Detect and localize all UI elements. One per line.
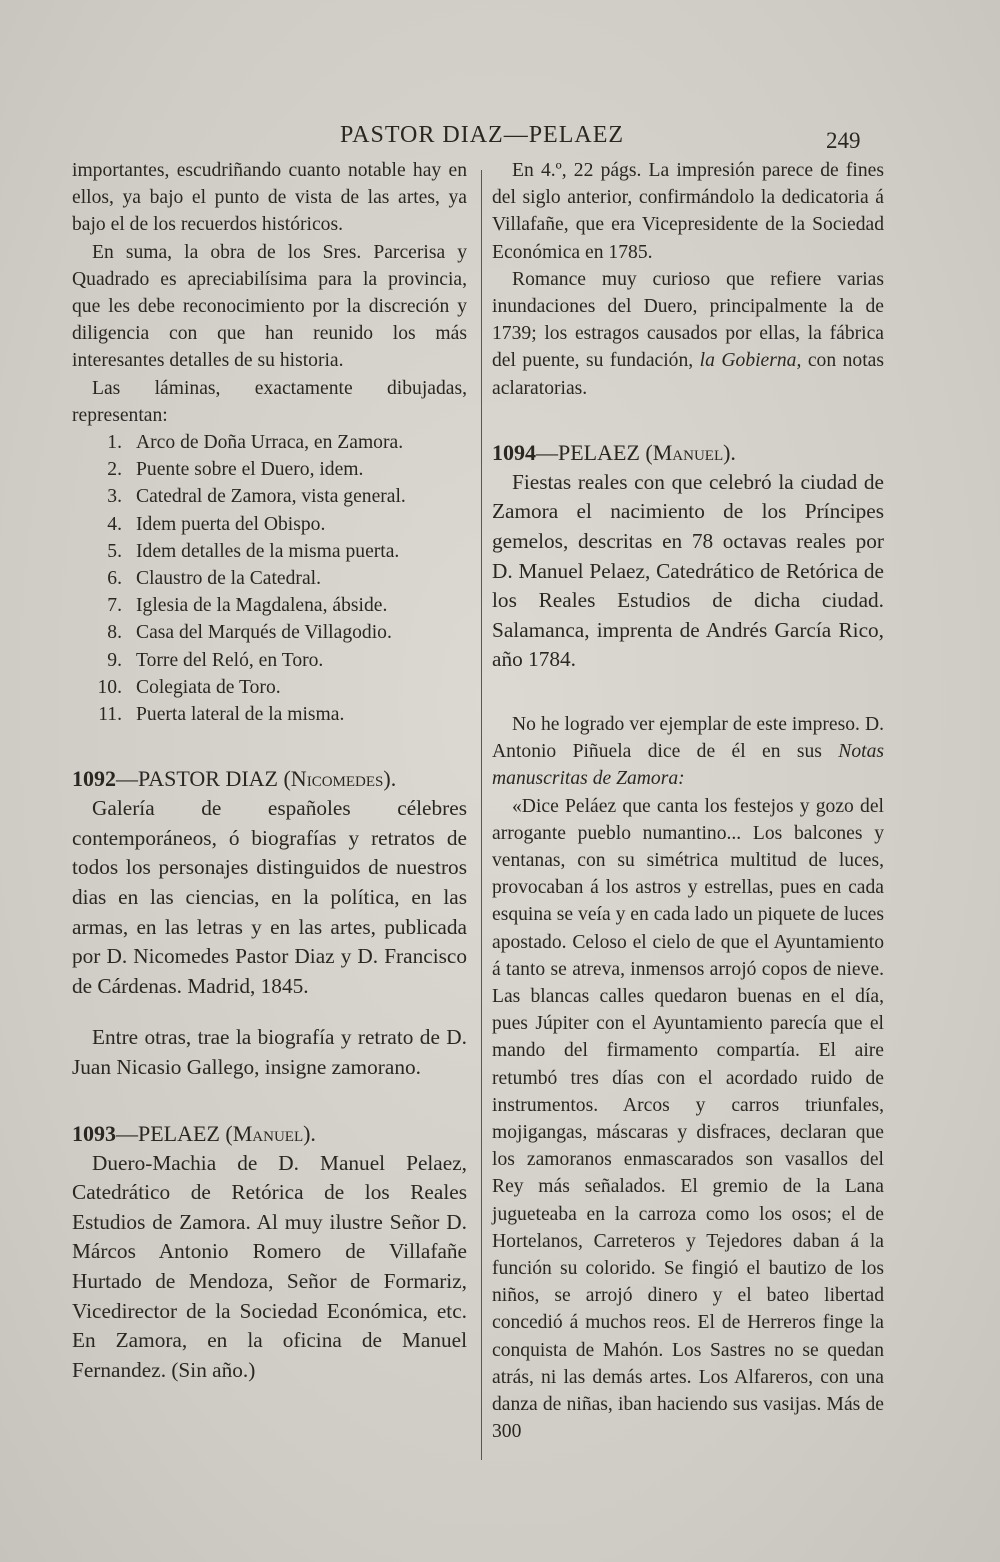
entry-description-1093: Duero-Machia de D. Manuel Pelaez, Catedrático de Retórica de los Reales Estudios de Zamora. Al muy ilustre Señor D. Márcos Antonio Romero de Villafañe Hurtado de Mendoza, Señor de Formariz, Vicedirector de la Sociedad Económica, etc. En Zamora, en la oficina de Manuel Fernandez. (Sin año.): [72, 1150, 467, 1382]
list-item: 3. Catedral de Zamora, vista general.: [107, 486, 406, 508]
running-head: [0, 122, 1000, 156]
page-number: 249: [826, 128, 861, 153]
entry-description-1094: Fiestas reales con que celebró la ciudad de Zamora el nacimiento de los Príncipes gemelos, descritas en 78 octavas reales por D. Manuel Pelaez, Catedrático de Retórica de los Reales Estudios de dicha ciudad. Salamanca, imprenta de Andrés García Rico, año 1784.: [492, 469, 884, 672]
running-title: PASTOR DIAZ—PELAEZ: [340, 122, 625, 148]
plates-intro: Las láminas, exactamente dibujadas, representan:: [72, 377, 467, 426]
entry-heading-1092: 1092—PASTOR DIAZ (Nicomedes).: [72, 766, 397, 792]
list-item: 2. Puente sobre el Duero, idem.: [107, 459, 364, 481]
list-item: 11. Puerta lateral de la misma.: [98, 704, 345, 726]
italic-source: Notas manuscritas de Zamora:: [492, 741, 884, 790]
continuation-paragraph: importantes, escudriñando cuanto notable hay en ellos, ya bajo el punto de vista de las artes, ya bajo el de los recuerdos históricos.: [72, 160, 467, 236]
list-item: 9. Torre del Reló, en Toro.: [107, 649, 324, 671]
list-item: 8. Casa del Marqués de Villagodio.: [107, 622, 392, 644]
quoted-passage: «Dice Peláez que canta los festejos y gozo del arrogante pueblo numantino... Los balcones y ventanas, con su simétrica multitud de luces, provocaban á los astros y estrellas, pues en cada esquina se veía y en cada lado un piquete de luces apostado. Celoso el cielo de que el Ayuntamiento á tanto se atreva, inmensos arrojó copos de nieve. Las blancas calles quedaron buenas en el día, pues Júpiter con el Ayuntamiento parecía que el mando del firmamento compartía. El aire retumbó tres días con el acordado ruido de instrumentos. Arcos y carros triunfales, mojigangas, máscaras y disfraces, declaran que los zamoranos enmascarados son vasallos del Rey más señalados. El gremio de la Lana jugueteaba en la carroza como los osos; el de Hortelanos, Carreteros y Tejedores daban á la función su colorido. Se fingió el bautizo de los niños, se arrojó dinero y el bateo libertad concedió á muchos reos. El de Herreros finge la conquista de Mahón. Los Sastres no se quedan atrás, ni las demás artes. Los Alfareros, con una danza de niñas, iban haciendo sus vasijas. Más de 300: [492, 795, 884, 1443]
entry-note-1094: No he logrado ver ejemplar de este impreso. D. Antonio Piñuela dice de él en sus Notas manuscritas de Zamora:: [492, 713, 884, 790]
plates-list: [72, 429, 467, 728]
list-item: 1. Arco de Doña Urraca, en Zamora.: [107, 432, 404, 454]
continuation-paragraph: En 4.º, 22 págs. La impresión parece de fines del siglo anterior, confirmándolo la dedicatoria á Villafañe, que era Vicepresidente de la Sociedad Económica en 1785.: [492, 160, 884, 263]
entry-note-1092: Entre otras, trae la biografía y retrato de D. Juan Nicasio Gallego, insigne zamorano.: [72, 1025, 467, 1080]
italic-title: la Gobierna,: [699, 350, 802, 372]
list-item: 6. Claustro de la Catedral.: [107, 568, 321, 590]
summary-paragraph: En suma, la obra de los Sres. Parcerisa y Quadrado es apreciabilísima para la provincia, que les debe reconocimiento por la discreción y diligencia con que han reunido los más interesantes detalles de su historia.: [72, 241, 467, 372]
list-item: 5. Idem detalles de la misma puerta.: [107, 540, 400, 562]
list-item: 4. Idem puerta del Obispo.: [107, 513, 326, 535]
column-divider: [481, 170, 482, 1460]
list-item: 7. Iglesia de la Magdalena, ábside.: [107, 595, 388, 617]
list-item: 10. Colegiata de Toro.: [97, 676, 281, 698]
left-column: [72, 157, 467, 1385]
entry-description-1092: Galería de españoles célebres contemporáneos, ó biografías y retratos de todos los personajes distinguidos de nuestros dias en las ciencias, en la política, en las armas, en las letras y en las artes, publicada por D. Nicomedes Pastor Diaz y D. Francisco de Cárdenas. Madrid, 1845.: [72, 796, 467, 998]
entry-heading-1094: 1094—PELAEZ (Manuel).: [492, 439, 736, 465]
entry-heading-1093: 1093—PELAEZ (Manuel).: [72, 1120, 316, 1146]
right-column: [492, 157, 884, 1445]
romance-paragraph: Romance muy curioso que refiere varias inundaciones del Duero, principalmente la de 1739; los estragos causados por ellas, la fábrica del puente, su fundación, la Gobierna, con notas aclaratorias.: [492, 268, 884, 399]
